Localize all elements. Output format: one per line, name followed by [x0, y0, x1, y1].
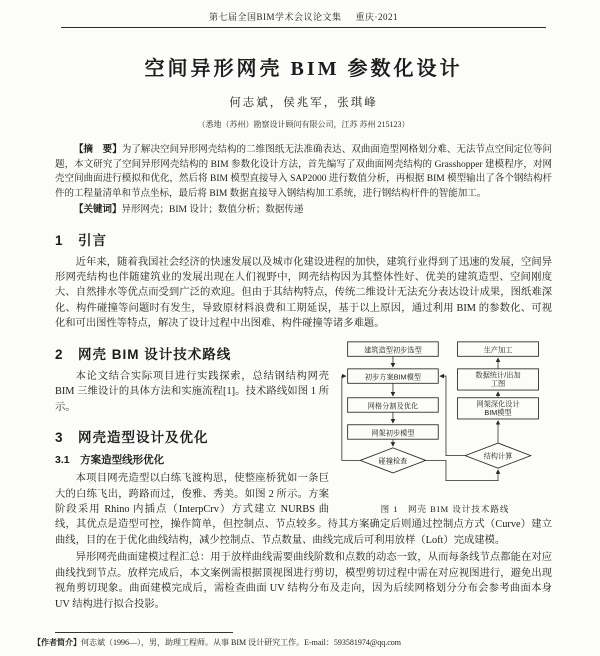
footnote-label: 【作者简介】	[33, 638, 81, 647]
flow-label-structural-calc: 结构计算	[483, 451, 513, 461]
keywords-paragraph	[55, 203, 552, 218]
paper-title: 空间异形网壳 BIM 参数化设计	[144, 58, 463, 80]
section-2-paragraph: 本论文结合实际项目进行实践探索，总结钢结构网壳 BIM 三维设计的具体方法和实施流程[1]。技术路线如图 1 所示。	[55, 370, 329, 413]
flow-label-data-output-line2: 工图	[490, 378, 506, 388]
flow-label-truss-model: 网架初步模型	[371, 428, 415, 438]
flow-label-data-output-line1: 数据统计/出加	[475, 370, 521, 380]
flow-label-scheme-bim: 初步方案BIM模型	[364, 372, 422, 382]
section-3-heading: 3 网壳造型设计及优化	[55, 430, 209, 446]
flow-label-clash-check: 碰撞检查	[378, 456, 408, 466]
section-1-heading: 1 引言	[55, 232, 108, 248]
section-3-1-heading: 3.1 方案造型线形优化	[55, 454, 165, 467]
proceedings-title: 第七届全国BIM学术会议论文集	[208, 12, 342, 22]
footnote-rule	[55, 632, 233, 633]
section-3-1-paragraph-1: 本项目网壳造型以白练飞渡构思，使整座桥犹如一条巨大的白练飞出，跨路而过，俊雅、秀美。如图 2 所示。方案阶段采用 Rhino 内插点（InterpCrv）方式建立 NURBS 曲线，其优点是造型可控，操作简单，但控制点、节点较多。待其方案确定后则通过控制点方式（Curve）建立曲线，目的在于优化曲线结构，减少控制点、节点数量、曲线完成后可利用放样（Loft）完成建模。	[55, 473, 552, 546]
footnote-text	[33, 637, 552, 648]
footnote-body: 何志斌（1996—），男，助理工程师。从事 BIM 设计研究工作。E-mail：593581974@qq.com	[81, 638, 402, 647]
flow-label-detailed-bim-line1: 网架深化设计	[476, 399, 520, 409]
figure-1-caption: 图 1 网壳 BIM 设计技术路线	[380, 503, 510, 514]
running-head	[55, 10, 552, 23]
section-1-paragraph: 近年来，随着我国社会经济的快速发展以及城市化建设进程的加快，建筑行业得到了迅速的发展，空间异形网壳结构也伴随建筑业的发展出现在人们视野中，网壳结构因为其整体性好、优美的建筑造型、空间刚度大、自然排水等优点而受到广泛的欢迎。但由于其结构特点，传统二维设计无法充分表达设计成果，图纸难深化、构件碰撞等问题时有发生，导致原材料浪费和工期延误，基于以上原因，通过利用 BIM 的参数化、可视化和可出图性等特点，解决了设计过程中出图难、构件碰撞等诸多难题。	[55, 256, 552, 330]
flowchart-figure	[338, 336, 552, 500]
flow-label-detailed-bim-line2: BIM模型	[484, 407, 512, 417]
figure-1	[338, 336, 552, 515]
authors-line: 何志斌，侯兆军，张琪峰	[229, 97, 378, 109]
abstract-text: 为了解决空间异形网壳结构的二维图纸无法准确表达、双曲面造型网格划分难、无法节点空间定位等问题，本文研究了空间异形网壳结构的 BIM 参数化设计方法，首先编写了双曲面网壳结构的 Grasshopper 建模程序，对网壳空间曲面进行模拟和优化，然后将 BIM 模型直接导入 SAP2000 进行数值分析，再根据 BIM 模型输出了各个钢结构杆件的工程量清单和节点坐标，最后将 BIM 数据直接导入钢结构加工系统，进行钢结构杆件的智能加工。	[55, 145, 552, 200]
abstract-label: 【摘 要】	[74, 145, 122, 155]
affiliation-line: （悉地（苏州）勘察设计顾问有限公司，江苏 苏州 215123）	[197, 120, 410, 129]
author-footnote	[33, 632, 552, 648]
section-2-heading: 2 网壳 BIM 设计技术路线	[55, 346, 232, 362]
flow-feedback-clash-to-scheme	[342, 376, 360, 460]
keywords-text: 异形网壳；BIM 设计；数值分析；数据传递	[121, 204, 304, 215]
header-rule	[61, 27, 546, 28]
keywords-label: 【关键词】	[74, 204, 122, 215]
section-3-1-paragraph-2: 异形网壳曲面建模过程汇总：用于放样曲线需要曲线阶数和点数的动态一致，从而每条线节点都能在对应曲线找到节点。放样完成后，本文案例需根据顶视图进行剪切，模型剪切过程中需在对应视图进行，避免出现视角剪切现象。曲面建模完成后，需检查曲面 UV 结构分布及走向，因为后续网格划分分布会参考曲面本身 UV 结构进行拟合投影。	[55, 552, 552, 610]
abstract-paragraph	[55, 143, 552, 202]
flow-label-concept: 建筑造型初步选型	[364, 345, 422, 355]
venue-year: 重庆·2021	[355, 12, 398, 22]
flow-label-grid-optimize: 网格分割及优化	[367, 401, 419, 411]
flow-label-production: 生产加工	[483, 345, 513, 355]
